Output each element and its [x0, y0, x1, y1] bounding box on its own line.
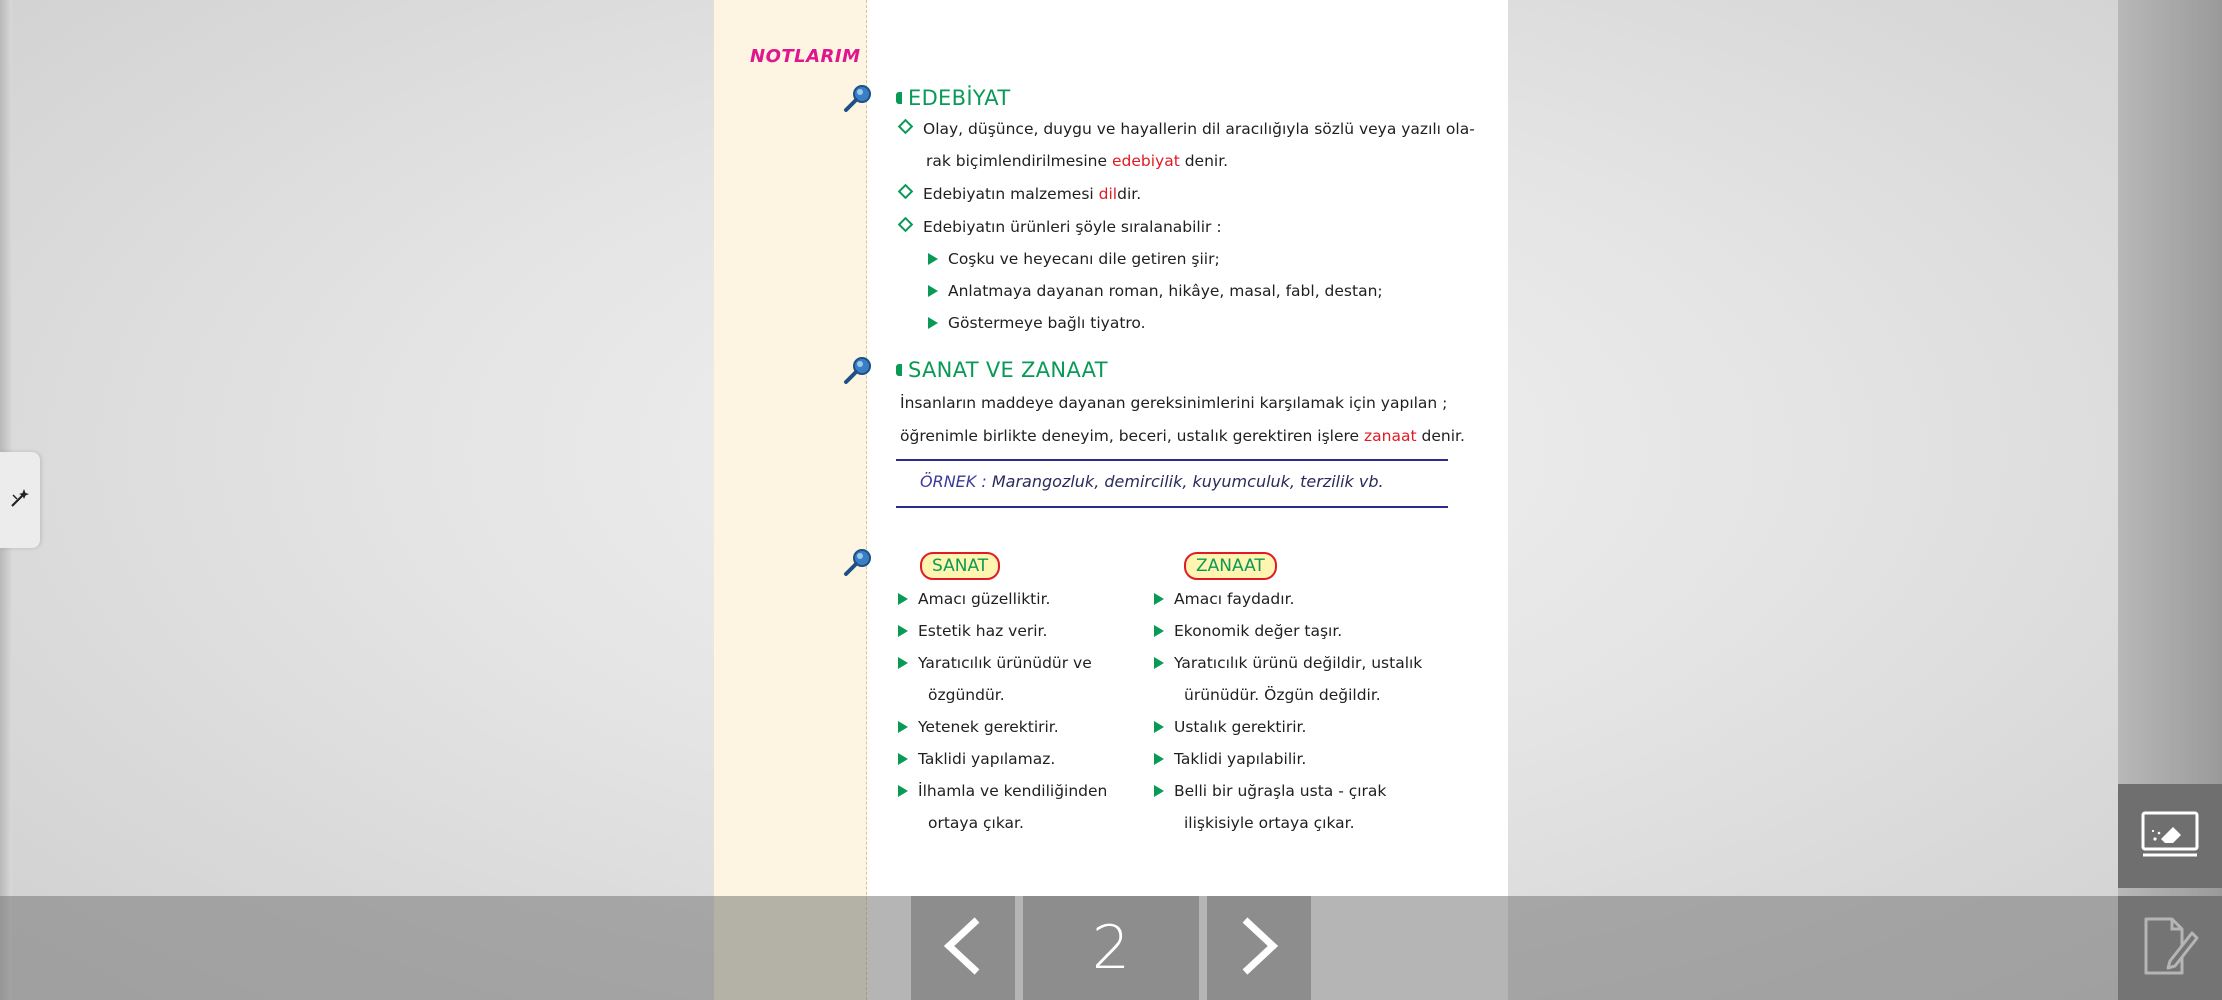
- zanaat-title-badge: ZANAAT: [1184, 552, 1277, 580]
- example-bottom-rule: [896, 506, 1448, 508]
- zanaat-item: Amacı faydadır.: [1154, 590, 1294, 608]
- magnifier-icon: [842, 354, 874, 386]
- zanaat-item: Belli bir uğraşla usta - çırak: [1154, 782, 1386, 800]
- sanat-item: Amacı güzelliktir.: [898, 590, 1050, 608]
- sanat-item: Estetik haz verir.: [898, 622, 1047, 640]
- example-box: ÖRNEK : Marangozluk, demircilik, kuyumculuk, terzilik vb.: [920, 472, 1384, 491]
- sanat-item: Yaratıcılık ürünüdür ve: [898, 654, 1092, 672]
- zanaat-item: Taklidi yapılabilir.: [1154, 750, 1306, 768]
- zanaat-item-cont: ürünüdür. Özgün değildir.: [1184, 686, 1381, 704]
- page-number-display[interactable]: [1023, 896, 1199, 1000]
- edebiyat-heading: EDEBİYAT: [896, 86, 1010, 110]
- magnifier-icon: [842, 546, 874, 578]
- sanat-title-badge: SANAT: [920, 552, 1000, 580]
- eraser-icon: [2139, 809, 2201, 863]
- sanat-zanaat-heading: SANAT VE ZANAAT: [896, 358, 1108, 382]
- sanat-item: İlhamla ve kendiliğinden: [898, 782, 1107, 800]
- edebiyat-bullet-3: Edebiyatın ürünleri şöyle sıralanabilir :: [900, 218, 1222, 236]
- magnifier-icon: [842, 82, 874, 114]
- chevron-left-icon: [941, 916, 985, 980]
- notebook-page: [714, 0, 1508, 1000]
- tool-drawer-handle[interactable]: [0, 452, 40, 548]
- notes-margin: [714, 0, 867, 1000]
- page-number: 2: [1091, 913, 1131, 983]
- edebiyat-bullet-1: Olay, düşünce, duygu ve hayallerin dil aracılığıyla sözlü veya yazılı ola-: [900, 120, 1475, 138]
- eraser-button[interactable]: [2118, 784, 2222, 888]
- sanat-zanaat-para-1: İnsanların maddeye dayanan gereksinimlerini karşılamak için yapılan ;: [900, 394, 1448, 412]
- zanaat-item: Ustalık gerektirir.: [1154, 718, 1306, 736]
- example-top-rule: [896, 459, 1448, 461]
- zanaat-item: Yaratıcılık ürünü değildir, ustalık: [1154, 654, 1422, 672]
- chevron-right-icon: [1237, 916, 1281, 980]
- sanat-item-cont: özgündür.: [928, 686, 1005, 704]
- margin-title: NOTLARIM: [750, 46, 861, 67]
- sanat-item: Yetenek gerektirir.: [898, 718, 1059, 736]
- sanat-item-cont: ortaya çıkar.: [928, 814, 1024, 832]
- sanat-zanaat-para-2: öğrenimle birlikte deneyim, beceri, ustalık gerektiren işlere zanaat denir.: [900, 427, 1465, 445]
- zanaat-item-cont: ilişkisiyle ortaya çıkar.: [1184, 814, 1355, 832]
- zanaat-item: Ekonomik değer taşır.: [1154, 622, 1342, 640]
- next-page-button[interactable]: [1207, 896, 1311, 1000]
- previous-page-button[interactable]: [911, 896, 1015, 1000]
- edebiyat-sub-3: Göstermeye bağlı tiyatro.: [928, 314, 1146, 332]
- magic-wand-icon: [9, 487, 31, 513]
- edebiyat-bullet-1-cont: rak biçimlendirilmesine edebiyat denir.: [926, 152, 1229, 170]
- sanat-item: Taklidi yapılamaz.: [898, 750, 1055, 768]
- edebiyat-sub-2: Anlatmaya dayanan roman, hikâye, masal, fabl, destan;: [928, 282, 1383, 300]
- edebiyat-sub-1: Coşku ve heyecanı dile getiren şiir;: [928, 250, 1220, 268]
- edebiyat-bullet-2: Edebiyatın malzemesi dildir.: [900, 185, 1141, 203]
